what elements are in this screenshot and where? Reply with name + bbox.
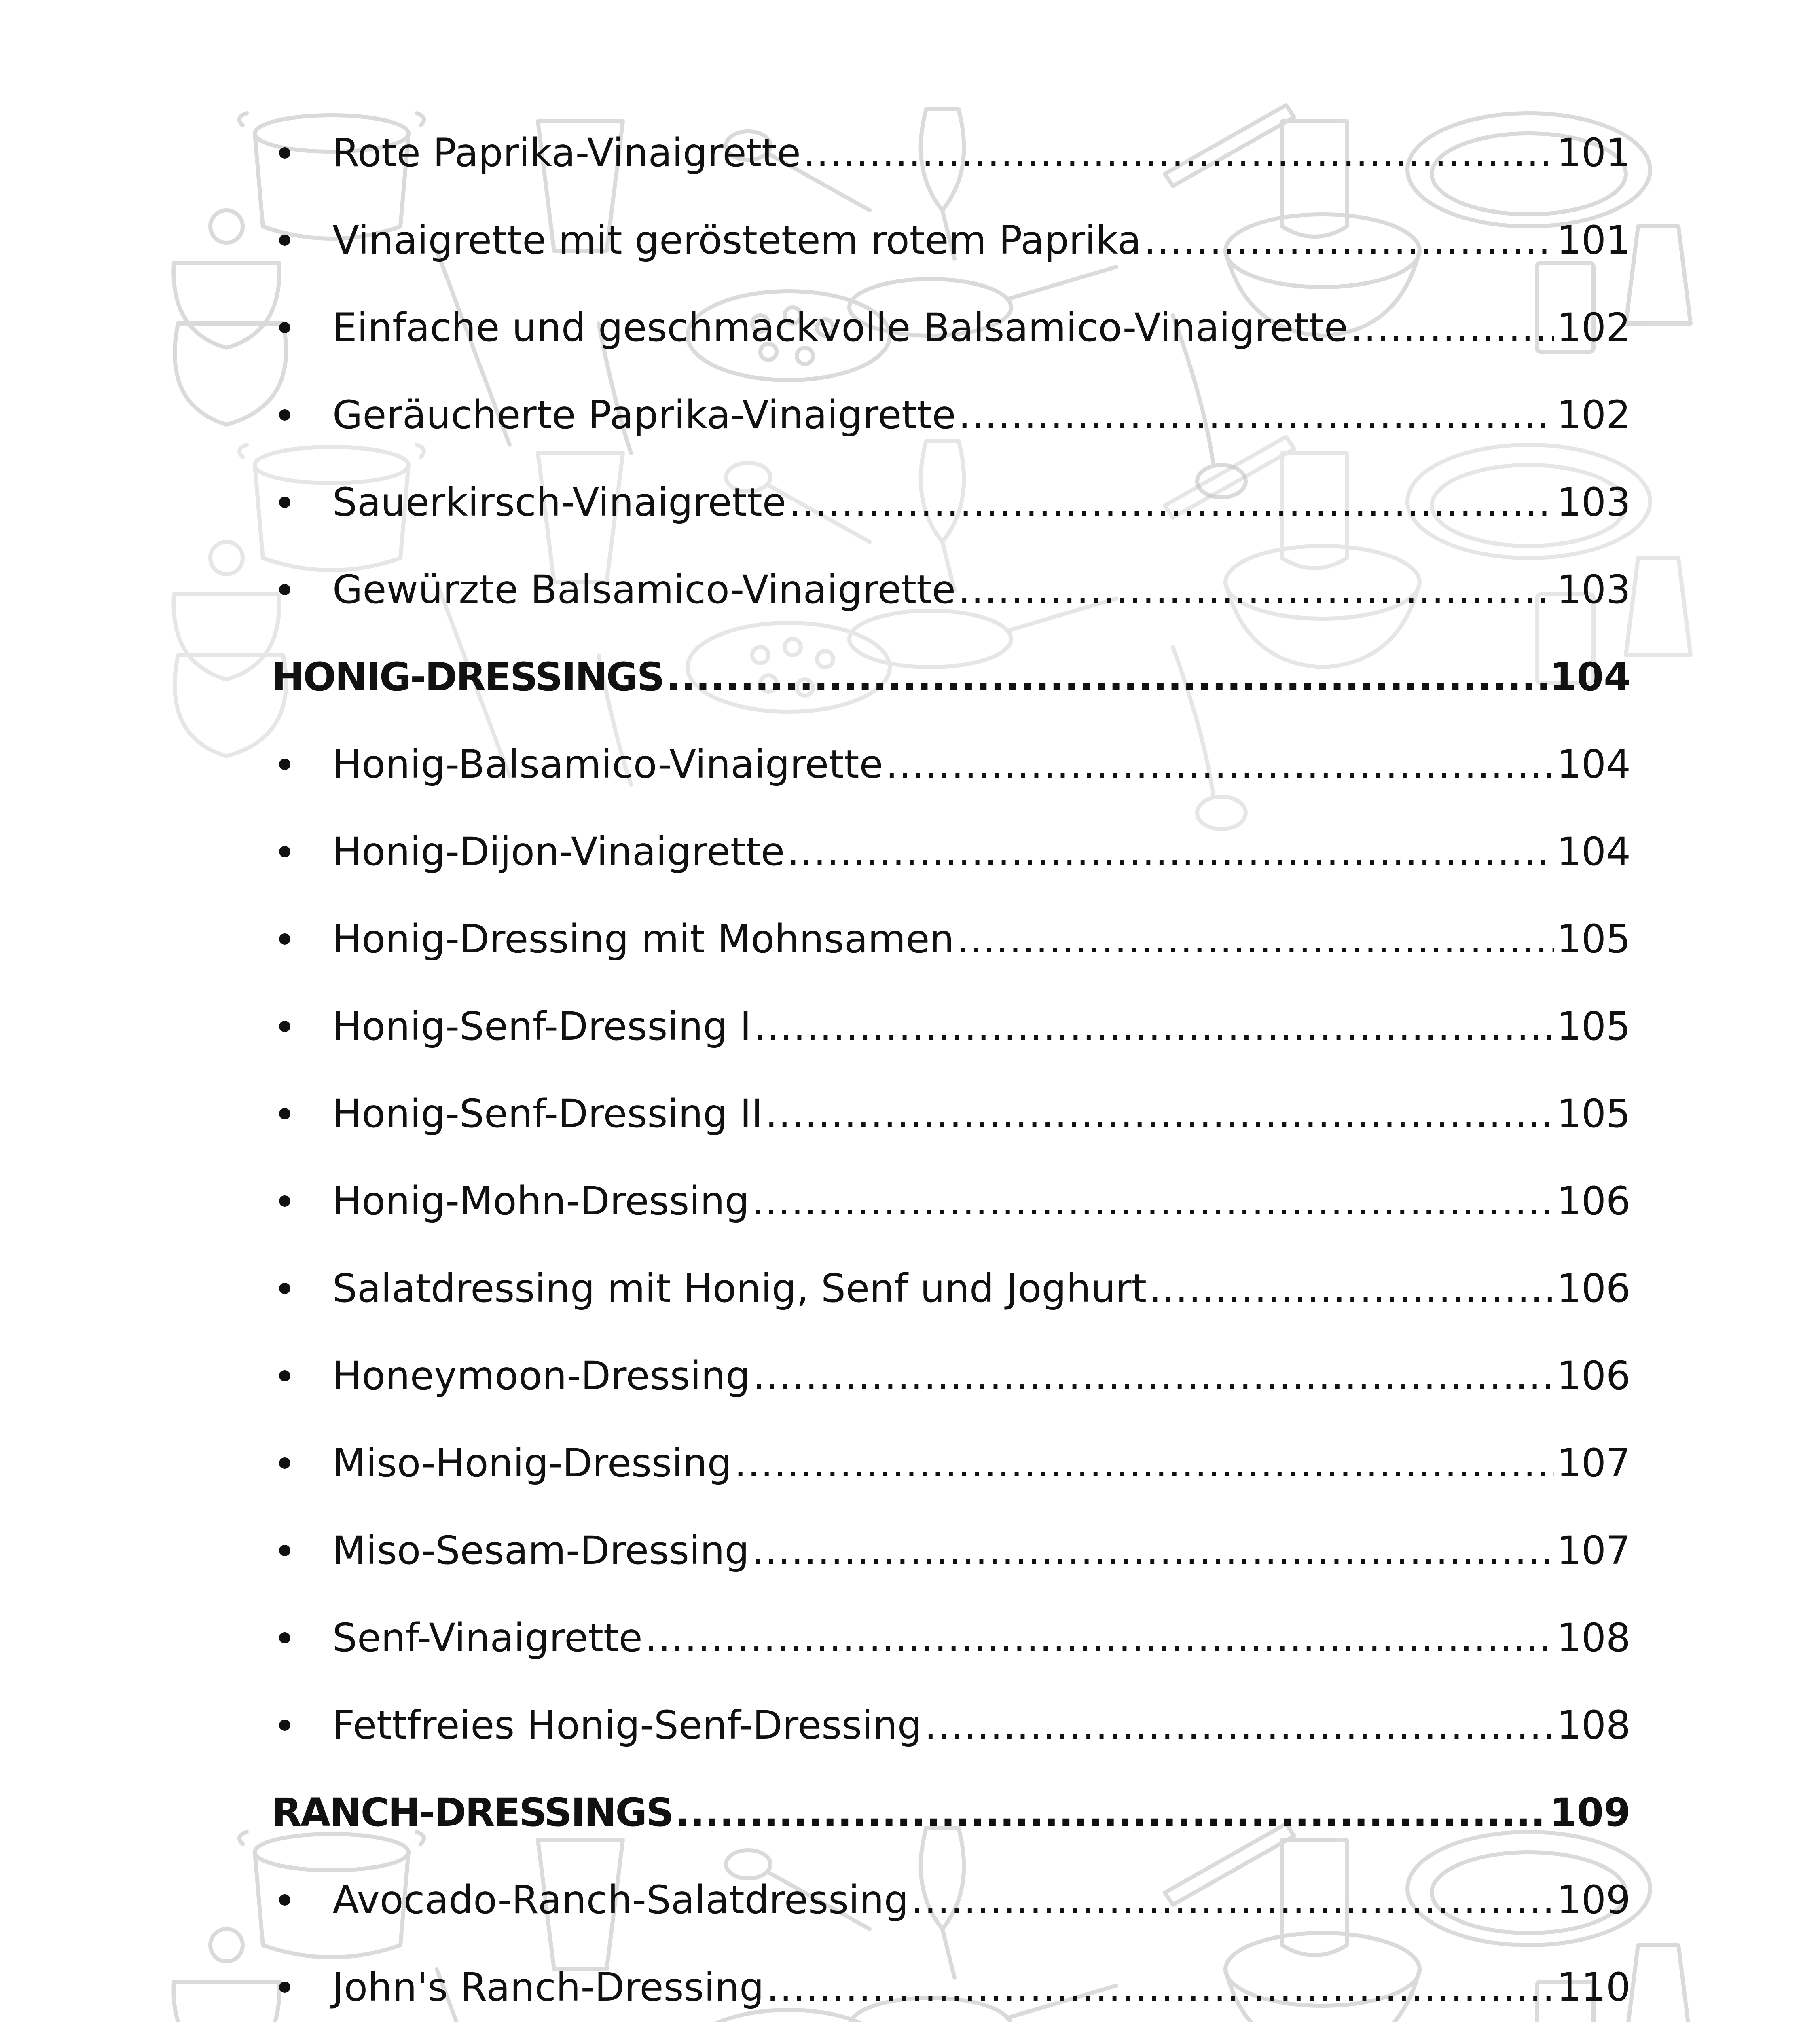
bullet-icon bbox=[272, 1720, 332, 1731]
dot-leader bbox=[957, 920, 1554, 958]
bullet-icon bbox=[272, 409, 332, 421]
bullet-icon bbox=[272, 1021, 332, 1032]
toc-entry-title: Miso-Honig-Dressing bbox=[332, 1440, 732, 1486]
toc-entry-title: Honig-Dijon-Vinaigrette bbox=[332, 829, 785, 874]
dot-leader bbox=[645, 1618, 1554, 1657]
bullet-icon bbox=[272, 1370, 332, 1381]
toc-page-number: 105 bbox=[1556, 916, 1631, 962]
toc-entry-title: Fettfreies Honig-Senf-Dressing bbox=[332, 1703, 922, 1748]
toc-entry[interactable] bbox=[272, 1944, 1631, 2022]
toc-entry[interactable] bbox=[272, 197, 1631, 284]
toc-entry[interactable] bbox=[272, 1594, 1631, 1681]
dot-leader bbox=[666, 658, 1547, 696]
toc-heading-title: RANCH-DRESSINGS bbox=[272, 1790, 673, 1835]
bullet-icon bbox=[272, 497, 332, 508]
toc-page-number: 104 bbox=[1556, 829, 1631, 874]
dot-leader bbox=[1144, 221, 1554, 260]
toc-page-number: 107 bbox=[1556, 1440, 1631, 1486]
toc-entry-title: Geräucherte Paprika-Vinaigrette bbox=[332, 392, 956, 438]
bullet-icon bbox=[272, 1894, 332, 1906]
toc-entry-title: Honig-Senf-Dressing I bbox=[332, 1004, 751, 1049]
toc-page-number: 106 bbox=[1556, 1266, 1631, 1311]
toc-page-number: 101 bbox=[1556, 218, 1631, 263]
dot-leader bbox=[789, 483, 1554, 522]
toc-entry-title: Avocado-Ranch-Salatdressing bbox=[332, 1877, 909, 1923]
dot-leader bbox=[752, 1182, 1554, 1220]
toc-entry[interactable] bbox=[272, 983, 1631, 1070]
bullet-icon bbox=[272, 1108, 332, 1119]
toc-entry[interactable] bbox=[272, 1157, 1631, 1245]
toc-section-heading[interactable] bbox=[272, 633, 1631, 721]
bullet-icon bbox=[272, 147, 332, 159]
dot-leader bbox=[925, 1706, 1554, 1745]
toc-page-number: 103 bbox=[1556, 567, 1631, 612]
bullet-icon bbox=[272, 759, 332, 770]
dot-leader bbox=[1350, 308, 1554, 347]
dot-leader bbox=[675, 1793, 1547, 1832]
dot-leader bbox=[911, 1880, 1554, 1919]
toc-entry-title: Honig-Dressing mit Mohnsamen bbox=[332, 916, 954, 962]
toc-page-number: 105 bbox=[1556, 1004, 1631, 1049]
toc-entry[interactable] bbox=[272, 371, 1631, 459]
toc-page-number: 104 bbox=[1549, 654, 1631, 700]
bullet-icon bbox=[272, 1195, 332, 1207]
toc-entry-title: Einfache und geschmackvolle Balsamico-Vinaigrette bbox=[332, 305, 1348, 350]
toc-entry-title: Rote Paprika-Vinaigrette bbox=[332, 130, 801, 176]
dot-leader bbox=[753, 1356, 1554, 1395]
toc-page-number: 105 bbox=[1556, 1091, 1631, 1136]
bullet-icon bbox=[272, 1457, 332, 1469]
dot-leader bbox=[886, 745, 1554, 784]
bullet-icon bbox=[272, 1982, 332, 1993]
bullet-icon bbox=[272, 584, 332, 595]
bullet-icon bbox=[272, 933, 332, 945]
dot-leader bbox=[958, 396, 1554, 434]
toc-page-number: 102 bbox=[1556, 305, 1631, 350]
toc-entry[interactable] bbox=[272, 895, 1631, 983]
toc-entry[interactable] bbox=[272, 1419, 1631, 1507]
toc-entry[interactable] bbox=[272, 721, 1631, 808]
toc-page-number: 108 bbox=[1556, 1703, 1631, 1748]
toc-page-number: 101 bbox=[1556, 130, 1631, 176]
toc-page-number: 109 bbox=[1556, 1877, 1631, 1923]
toc-entry[interactable] bbox=[272, 808, 1631, 895]
toc-page-number: 106 bbox=[1556, 1353, 1631, 1398]
toc-entry-title: Honig-Mohn-Dressing bbox=[332, 1178, 749, 1224]
dot-leader bbox=[734, 1444, 1554, 1483]
toc-entry-title: Miso-Sesam-Dressing bbox=[332, 1528, 749, 1573]
toc-page-number: 110 bbox=[1556, 1965, 1631, 2010]
dot-leader bbox=[752, 1531, 1554, 1570]
toc-entry-title: Gewürzte Balsamico-Vinaigrette bbox=[332, 567, 956, 612]
toc-entry-title: Senf-Vinaigrette bbox=[332, 1615, 643, 1660]
toc-page-number: 109 bbox=[1549, 1790, 1631, 1835]
bullet-icon bbox=[272, 1545, 332, 1556]
toc-entry[interactable] bbox=[272, 1856, 1631, 1944]
toc-page-number: 104 bbox=[1556, 742, 1631, 787]
dot-leader bbox=[787, 832, 1554, 871]
toc-entry-title: Honig-Senf-Dressing II bbox=[332, 1091, 763, 1136]
bullet-icon bbox=[272, 235, 332, 246]
toc-entry[interactable] bbox=[272, 1681, 1631, 1769]
toc-entry-title: Honeymoon-Dressing bbox=[332, 1353, 750, 1398]
toc-page-number: 108 bbox=[1556, 1615, 1631, 1660]
toc-heading-title: HONIG-DRESSINGS bbox=[272, 654, 664, 700]
toc-entry[interactable] bbox=[272, 1070, 1631, 1157]
toc-entry[interactable] bbox=[272, 1332, 1631, 1419]
toc-entry-title: Vinaigrette mit geröstetem rotem Paprika bbox=[332, 218, 1141, 263]
dot-leader bbox=[958, 570, 1554, 609]
toc-entry[interactable] bbox=[272, 1507, 1631, 1594]
toc-entry[interactable] bbox=[272, 546, 1631, 633]
bullet-icon bbox=[272, 846, 332, 857]
toc-section-heading[interactable] bbox=[272, 1769, 1631, 1856]
toc-entry[interactable] bbox=[272, 1245, 1631, 1332]
toc-page-number: 106 bbox=[1556, 1178, 1631, 1224]
dot-leader bbox=[754, 1007, 1554, 1046]
dot-leader bbox=[766, 1968, 1554, 2007]
bullet-icon bbox=[272, 322, 332, 333]
dot-leader bbox=[1149, 1269, 1554, 1308]
toc-page-number: 107 bbox=[1556, 1528, 1631, 1573]
toc-entry-title: Salatdressing mit Honig, Senf und Joghurt bbox=[332, 1266, 1147, 1311]
toc-entry-title: Honig-Balsamico-Vinaigrette bbox=[332, 742, 883, 787]
bullet-icon bbox=[272, 1283, 332, 1294]
toc-entry-title: John's Ranch-Dressing bbox=[332, 1965, 764, 2010]
toc-entry[interactable] bbox=[272, 109, 1631, 197]
dot-leader bbox=[765, 1094, 1554, 1133]
toc-page-number: 103 bbox=[1556, 480, 1631, 525]
bullet-icon bbox=[272, 1632, 332, 1643]
toc-entry[interactable] bbox=[272, 459, 1631, 546]
dot-leader bbox=[803, 133, 1554, 172]
toc-entry[interactable] bbox=[272, 284, 1631, 371]
toc-entry-title: Sauerkirsch-Vinaigrette bbox=[332, 480, 786, 525]
toc-page-number: 102 bbox=[1556, 392, 1631, 438]
table-of-contents bbox=[272, 109, 1631, 2022]
